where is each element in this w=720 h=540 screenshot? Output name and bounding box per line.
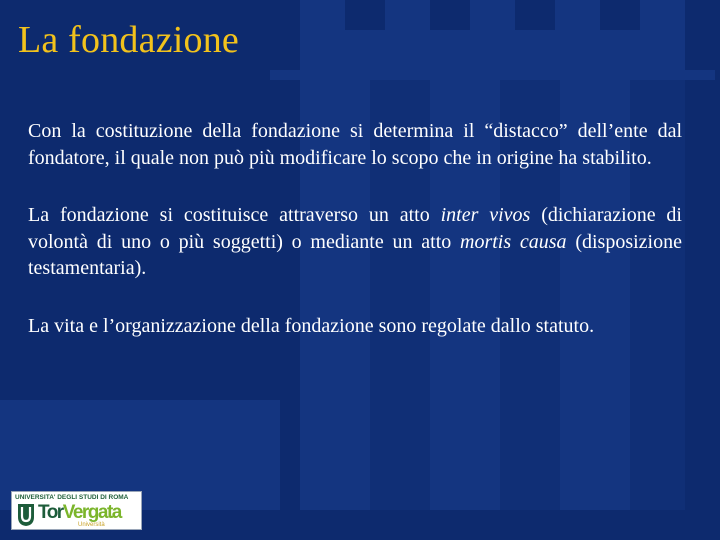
term-inter-vivos: inter vivos xyxy=(440,204,531,226)
logo-header-text: UNIVERSITA' DEGLI STUDI DI ROMA xyxy=(15,494,129,501)
slide-title: La fondazione xyxy=(18,19,239,61)
logo-wordmark xyxy=(38,502,121,524)
paragraph-2-text-b: (dichiarazione di volontà di uno o più soggetti) o mediante un atto xyxy=(28,204,682,253)
university-logo xyxy=(11,491,142,530)
paragraph-1-text: Con la costituzione della fondazione si determina il “distacco” dell’ente dal fondatore, il quale non può più modificare lo scopo che in origine ha stabilito. xyxy=(28,120,682,169)
paragraph-2 xyxy=(28,202,682,282)
logo-subtitle: Università xyxy=(78,522,105,528)
paragraph-3 xyxy=(28,313,682,340)
paragraph-2-text-c: (disposizione testamentaria). xyxy=(28,230,682,279)
paragraph-1 xyxy=(28,118,682,171)
slide-body xyxy=(28,118,682,370)
university-emblem-icon xyxy=(16,503,36,527)
paragraph-3-text: La vita e l’organizzazione della fondazione sono regolate dallo statuto. xyxy=(28,314,595,337)
term-mortis-causa: mortis causa xyxy=(460,230,567,253)
logo-word-vergata: Vergata xyxy=(62,502,121,523)
paragraph-2-text-a: La fondazione si costituisce attraverso un atto xyxy=(28,204,441,226)
logo-word-tor: Tor xyxy=(38,502,63,523)
